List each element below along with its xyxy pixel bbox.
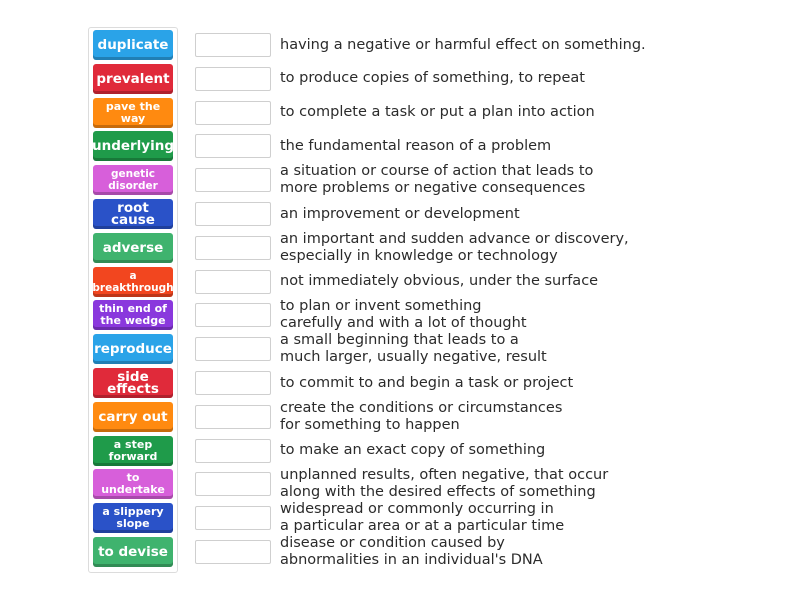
definition-text — [280, 535, 660, 569]
definition-label: create the conditions or circumstances for something to happen — [280, 399, 563, 433]
definition-label: to commit to and begin a task or project — [280, 374, 574, 391]
definition-label: not immediately obvious, under the surface — [280, 273, 599, 290]
definition-text — [280, 434, 660, 468]
answer-drop-box[interactable] — [195, 168, 271, 192]
definition-label: an improvement or development — [280, 205, 520, 222]
word-tile[interactable]: a step forward — [93, 436, 173, 466]
definition-text — [280, 96, 660, 130]
answer-drop-box[interactable] — [195, 371, 271, 395]
answer-drop-box[interactable] — [195, 405, 271, 429]
definition-label: a small beginning that leads to a much larger, usually negative, result — [280, 332, 547, 366]
definition-text — [280, 231, 660, 265]
answer-drop-box[interactable] — [195, 33, 271, 57]
word-tile[interactable]: a breakthrough — [93, 267, 173, 297]
word-tile[interactable]: a slippery slope — [93, 503, 173, 533]
definition-text — [280, 62, 660, 96]
answer-drop-box[interactable] — [195, 439, 271, 463]
word-tile[interactable]: carry out — [93, 402, 173, 432]
definition-text — [280, 129, 660, 163]
answer-drop-box[interactable] — [195, 303, 271, 327]
definition-label: to produce copies of something, to repeat — [280, 70, 585, 87]
definition-text — [280, 467, 660, 501]
definition-text — [280, 501, 660, 535]
answer-drop-box[interactable] — [195, 472, 271, 496]
answer-drop-box[interactable] — [195, 67, 271, 91]
word-bank — [88, 27, 178, 573]
definition-label: a situation or course of action that leads to more problems or negative consequences — [280, 163, 594, 197]
word-tile[interactable]: pave the way — [93, 98, 173, 128]
answer-drop-box[interactable] — [195, 506, 271, 530]
word-tile[interactable]: genetic disorder — [93, 165, 173, 195]
word-tile[interactable]: underlying — [93, 131, 173, 161]
answer-drop-box[interactable] — [195, 134, 271, 158]
answer-drop-box[interactable] — [195, 236, 271, 260]
definition-label: to complete a task or put a plan into action — [280, 104, 595, 121]
definition-label: unplanned results, often negative, that occur along with the desired effects of something — [280, 467, 609, 501]
definition-label: the fundamental reason of a problem — [280, 137, 552, 154]
answer-drop-box[interactable] — [195, 540, 271, 564]
definition-label: disease or condition caused by abnormalities in an individual's DNA — [280, 535, 543, 568]
definition-text — [280, 197, 660, 231]
answer-drop-box[interactable] — [195, 101, 271, 125]
definition-text — [280, 265, 660, 299]
word-tile[interactable]: root cause — [93, 199, 173, 229]
word-tile[interactable]: duplicate — [93, 30, 173, 60]
definition-text — [280, 366, 660, 400]
word-tile[interactable]: to devise — [93, 537, 173, 567]
definition-label: having a negative or harmful effect on something. — [280, 36, 646, 53]
word-tile[interactable]: to undertake — [93, 469, 173, 499]
definition-text — [280, 332, 660, 366]
word-tile[interactable]: reproduce — [93, 334, 173, 364]
definition-label: to make an exact copy of something — [280, 442, 546, 459]
word-tile[interactable]: adverse — [93, 233, 173, 263]
answer-drop-box[interactable] — [195, 337, 271, 361]
definition-label: to plan or invent something carefully and with a lot of thought — [280, 298, 527, 332]
definition-text — [280, 298, 660, 332]
definition-label: an important and sudden advance or discovery, especially in knowledge or technology — [280, 230, 629, 264]
definition-text — [280, 163, 660, 197]
definition-label: widespread or commonly occurring in a particular area or at a particular time — [280, 501, 565, 535]
word-tile[interactable]: prevalent — [93, 64, 173, 94]
word-tile[interactable]: side effects — [93, 368, 173, 398]
answer-drop-box[interactable] — [195, 270, 271, 294]
word-tile[interactable]: thin end of the wedge — [93, 300, 173, 330]
definition-text — [280, 28, 660, 62]
answer-drop-box[interactable] — [195, 202, 271, 226]
definition-text — [280, 400, 660, 434]
